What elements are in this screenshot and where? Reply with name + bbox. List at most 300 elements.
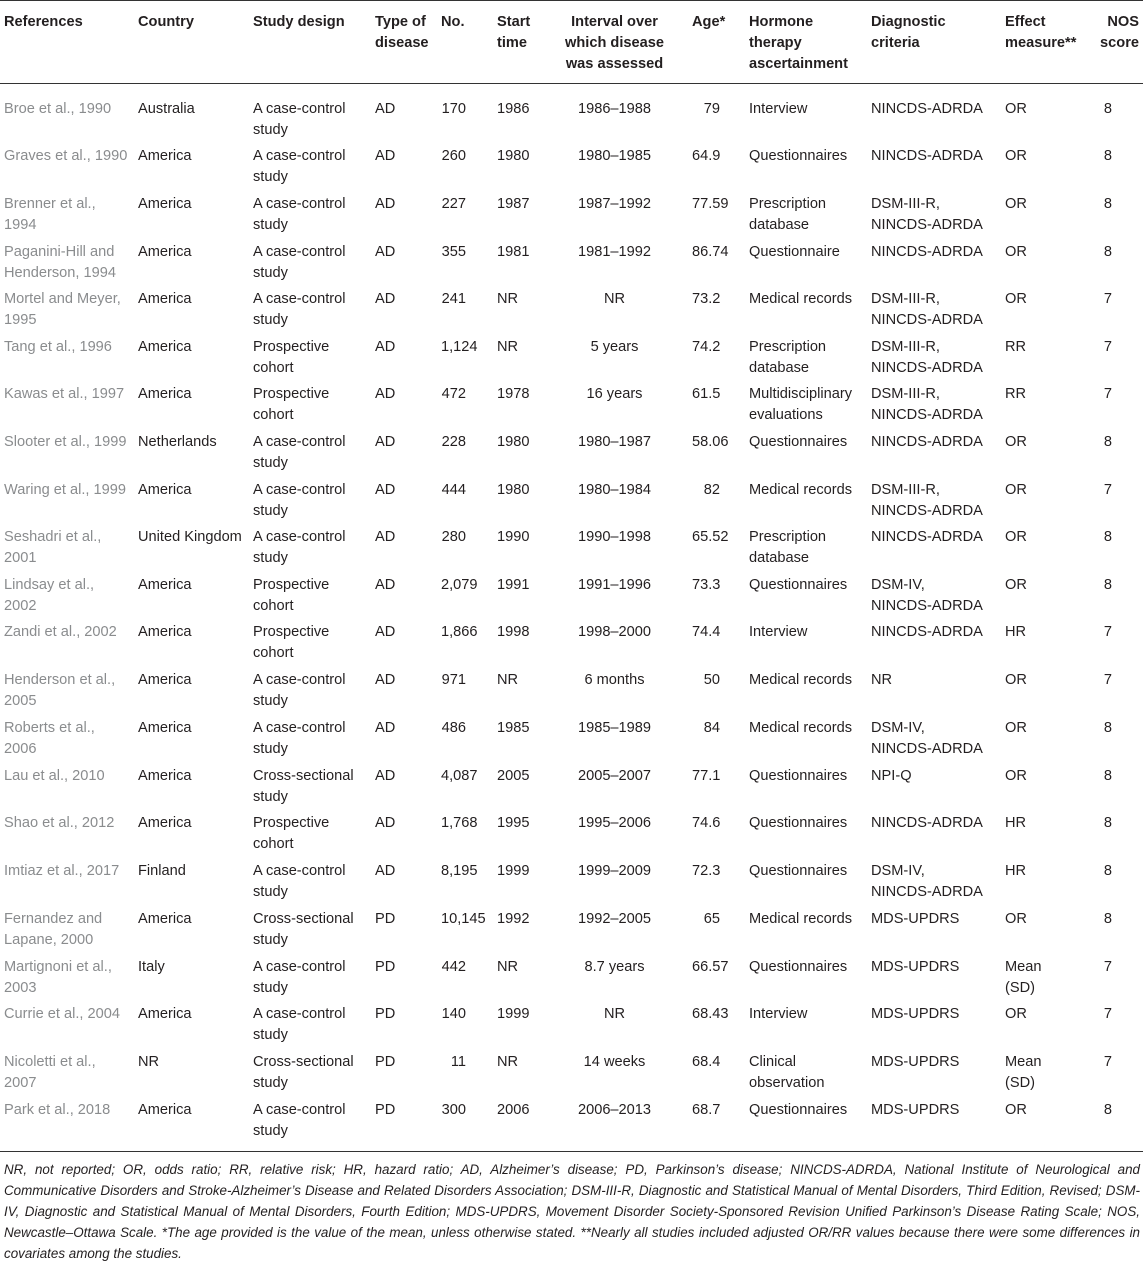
cell-start-time: 2006 xyxy=(497,1102,530,1118)
cell-hormone-therapy: database xyxy=(749,217,810,233)
cell-number: 1,124 xyxy=(441,339,478,355)
cell-nos-score: 7 xyxy=(1103,1006,1112,1022)
cell-effect-measure: Mean xyxy=(1005,959,1042,975)
table-bottom-rule xyxy=(0,1151,1143,1152)
cell-study-design: Cross-sectional xyxy=(253,768,354,784)
column-header-number: No. xyxy=(441,14,465,30)
cell-diagnostic-criteria: NINCDS-ADRDA xyxy=(871,101,983,117)
cell-diagnostic-criteria: DSM-III-R, xyxy=(871,196,940,212)
cell-diagnostic-criteria: MDS-UPDRS xyxy=(871,1054,960,1070)
cell-diagnostic-criteria: NINCDS-ADRDA xyxy=(871,503,983,519)
cell-study-design: study xyxy=(253,1027,288,1043)
cell-effect-measure: OR xyxy=(1005,434,1027,450)
cell-diagnostic-criteria: NINCDS-ADRDA xyxy=(871,598,983,614)
cell-references: Kawas et al., 1997 xyxy=(4,386,125,402)
column-header-hormone-therapy: therapy xyxy=(749,35,802,51)
cell-study-design: A case-control xyxy=(253,959,346,975)
cell-effect-measure: OR xyxy=(1005,1006,1027,1022)
cell-age: 86.74 xyxy=(692,244,729,260)
cell-study-design: cohort xyxy=(253,598,294,614)
cell-diagnostic-criteria: MDS-UPDRS xyxy=(871,911,960,927)
cell-disease-type: AD xyxy=(375,434,396,450)
cell-interval: 1990–1998 xyxy=(577,529,652,545)
cell-nos-score: 7 xyxy=(1103,339,1112,355)
cell-nos-score: 7 xyxy=(1103,291,1112,307)
cell-age: 68.43 xyxy=(692,1006,729,1022)
cell-study-design: A case-control xyxy=(253,244,346,260)
cell-effect-measure: OR xyxy=(1005,196,1027,212)
cell-references: Henderson, 1994 xyxy=(4,265,116,281)
cell-interval: NR xyxy=(603,1006,626,1022)
cell-start-time: NR xyxy=(497,1054,519,1070)
cell-age: 65.52 xyxy=(692,529,729,545)
cell-nos-score: 7 xyxy=(1103,672,1112,688)
cell-start-time: 2005 xyxy=(497,768,530,784)
cell-references: Tang et al., 1996 xyxy=(4,339,112,355)
cell-age: 74.4 xyxy=(692,624,721,640)
cell-start-time: 1985 xyxy=(497,720,530,736)
column-header-references: References xyxy=(4,14,83,30)
table-top-rule xyxy=(0,0,1143,1)
cell-study-design: study xyxy=(253,550,288,566)
cell-diagnostic-criteria: NINCDS-ADRDA xyxy=(871,244,983,260)
cell-effect-measure: (SD) xyxy=(1005,1075,1035,1091)
cell-diagnostic-criteria: DSM-IV, xyxy=(871,577,925,593)
cell-disease-type: AD xyxy=(375,148,396,164)
cell-hormone-therapy: Medical records xyxy=(749,672,853,688)
cell-nos-score: 7 xyxy=(1103,959,1112,975)
cell-age: 84 xyxy=(703,720,720,736)
cell-nos-score: 8 xyxy=(1103,101,1112,117)
cell-disease-type: AD xyxy=(375,577,396,593)
cell-hormone-therapy: Interview xyxy=(749,101,808,117)
cell-country: America xyxy=(138,720,192,736)
cell-age: 72.3 xyxy=(692,863,721,879)
cell-country: Netherlands xyxy=(138,434,217,450)
cell-study-design: cohort xyxy=(253,836,294,852)
cell-disease-type: AD xyxy=(375,672,396,688)
cell-hormone-therapy: Medical records xyxy=(749,911,853,927)
cell-country: America xyxy=(138,482,192,498)
cell-diagnostic-criteria: DSM-III-R, xyxy=(871,291,940,307)
cell-country: America xyxy=(138,624,192,640)
cell-interval: 1981–1992 xyxy=(577,244,652,260)
cell-effect-measure: OR xyxy=(1005,720,1027,736)
cell-disease-type: AD xyxy=(375,482,396,498)
cell-start-time: 1980 xyxy=(497,434,530,450)
cell-effect-measure: OR xyxy=(1005,768,1027,784)
cell-diagnostic-criteria: DSM-IV, xyxy=(871,863,925,879)
cell-number: 442 xyxy=(441,959,466,975)
cell-start-time: 1999 xyxy=(497,1006,530,1022)
cell-study-design: study xyxy=(253,169,288,185)
cell-references: 2001 xyxy=(4,550,37,566)
cell-hormone-therapy: database xyxy=(749,550,810,566)
cell-nos-score: 8 xyxy=(1103,529,1112,545)
cell-study-design: Cross-sectional xyxy=(253,1054,354,1070)
cell-nos-score: 8 xyxy=(1103,720,1112,736)
cell-start-time: 1991 xyxy=(497,577,530,593)
cell-diagnostic-criteria: MDS-UPDRS xyxy=(871,959,960,975)
cell-number: 444 xyxy=(441,482,466,498)
cell-study-design: A case-control xyxy=(253,101,346,117)
cell-interval: 1980–1985 xyxy=(577,148,652,164)
cell-hormone-therapy: Questionnaires xyxy=(749,863,848,879)
cell-hormone-therapy: Clinical xyxy=(749,1054,797,1070)
cell-start-time: NR xyxy=(497,291,519,307)
cell-country: NR xyxy=(138,1054,160,1070)
cell-nos-score: 8 xyxy=(1103,196,1112,212)
cell-study-design: study xyxy=(253,693,288,709)
cell-hormone-therapy: Interview xyxy=(749,1006,808,1022)
cell-references: Graves et al., 1990 xyxy=(4,148,128,164)
cell-start-time: 1999 xyxy=(497,863,530,879)
cell-references: Brenner et al., xyxy=(4,196,96,212)
cell-age: 66.57 xyxy=(692,959,729,975)
column-header-nos-score: score xyxy=(1100,35,1139,51)
cell-hormone-therapy: Questionnaires xyxy=(749,148,848,164)
cell-age: 58.06 xyxy=(692,434,729,450)
cell-study-design: study xyxy=(253,741,288,757)
cell-references: 2006 xyxy=(4,741,37,757)
cell-disease-type: AD xyxy=(375,624,396,640)
cell-effect-measure: RR xyxy=(1005,339,1027,355)
cell-age: 74.6 xyxy=(692,815,721,831)
cell-hormone-therapy: Interview xyxy=(749,624,808,640)
cell-diagnostic-criteria: NINCDS-ADRDA xyxy=(871,529,983,545)
cell-study-design: study xyxy=(253,122,288,138)
cell-study-design: Prospective xyxy=(253,624,330,640)
cell-disease-type: AD xyxy=(375,815,396,831)
cell-hormone-therapy: Questionnaire xyxy=(749,244,840,260)
cell-start-time: NR xyxy=(497,672,519,688)
cell-hormone-therapy: Medical records xyxy=(749,720,853,736)
cell-disease-type: AD xyxy=(375,863,396,879)
cell-nos-score: 8 xyxy=(1103,911,1112,927)
cell-country: United Kingdom xyxy=(138,529,242,545)
cell-disease-type: AD xyxy=(375,196,396,212)
cell-interval: 1991–1996 xyxy=(577,577,652,593)
cell-interval: 1985–1989 xyxy=(577,720,652,736)
cell-start-time: 1992 xyxy=(497,911,530,927)
cell-age: 79 xyxy=(703,101,720,117)
cell-country: America xyxy=(138,386,192,402)
cell-disease-type: PD xyxy=(375,959,396,975)
cell-age: 65 xyxy=(703,911,720,927)
cell-hormone-therapy: Questionnaires xyxy=(749,1102,848,1118)
cell-effect-measure: OR xyxy=(1005,101,1027,117)
cell-study-design: Cross-sectional xyxy=(253,911,354,927)
column-header-effect-measure: Effect xyxy=(1005,14,1046,30)
cell-disease-type: AD xyxy=(375,768,396,784)
cell-effect-measure: OR xyxy=(1005,244,1027,260)
cell-number: 2,079 xyxy=(441,577,478,593)
cell-study-design: Prospective xyxy=(253,815,330,831)
cell-references: Lau et al., 2010 xyxy=(4,768,105,784)
column-header-country: Country xyxy=(138,14,194,30)
cell-study-design: cohort xyxy=(253,645,294,661)
cell-diagnostic-criteria: NINCDS-ADRDA xyxy=(871,815,983,831)
cell-references: 2007 xyxy=(4,1075,37,1091)
cell-study-design: A case-control xyxy=(253,529,346,545)
cell-effect-measure: OR xyxy=(1005,529,1027,545)
cell-interval: 1986–1988 xyxy=(577,101,652,117)
cell-diagnostic-criteria: MDS-UPDRS xyxy=(871,1102,960,1118)
cell-disease-type: AD xyxy=(375,720,396,736)
cell-effect-measure: OR xyxy=(1005,291,1027,307)
cell-hormone-therapy: Medical records xyxy=(749,291,853,307)
column-header-start-time: Start xyxy=(497,14,531,30)
cell-references: Paganini-Hill and xyxy=(4,244,115,260)
column-header-effect-measure: measure** xyxy=(1005,35,1077,51)
cell-references: Lapane, 2000 xyxy=(4,932,94,948)
cell-diagnostic-criteria: NINCDS-ADRDA xyxy=(871,884,983,900)
cell-age: 50 xyxy=(703,672,720,688)
cell-diagnostic-criteria: NINCDS-ADRDA xyxy=(871,741,983,757)
cell-nos-score: 8 xyxy=(1103,148,1112,164)
cell-number: 1,866 xyxy=(441,624,478,640)
column-header-hormone-therapy: ascertainment xyxy=(749,56,848,72)
column-header-study-design: Study design xyxy=(253,14,345,30)
cell-start-time: 1995 xyxy=(497,815,530,831)
cell-effect-measure: HR xyxy=(1005,863,1027,879)
cell-study-design: study xyxy=(253,312,288,328)
cell-references: Seshadri et al., xyxy=(4,529,102,545)
cell-diagnostic-criteria: MDS-UPDRS xyxy=(871,1006,960,1022)
cell-number: 10,145 xyxy=(441,911,486,927)
cell-disease-type: AD xyxy=(375,291,396,307)
cell-country: America xyxy=(138,577,192,593)
cell-study-design: A case-control xyxy=(253,672,346,688)
cell-references: Broe et al., 1990 xyxy=(4,101,112,117)
cell-interval: NR xyxy=(603,291,626,307)
cell-hormone-therapy: Multidisciplinary xyxy=(749,386,852,402)
cell-nos-score: 8 xyxy=(1103,863,1112,879)
cell-study-design: study xyxy=(253,503,288,519)
cell-diagnostic-criteria: DSM-III-R, xyxy=(871,386,940,402)
cell-number: 11 xyxy=(450,1054,466,1070)
cell-diagnostic-criteria: NINCDS-ADRDA xyxy=(871,148,983,164)
cell-study-design: study xyxy=(253,789,288,805)
cell-study-design: study xyxy=(253,980,288,996)
cell-diagnostic-criteria: NINCDS-ADRDA xyxy=(871,434,983,450)
column-header-disease-type: disease xyxy=(375,35,429,51)
cell-hormone-therapy: observation xyxy=(749,1075,825,1091)
cell-references: Fernandez and xyxy=(4,911,103,927)
cell-study-design: A case-control xyxy=(253,863,346,879)
cell-interval: 8.7 years xyxy=(584,959,645,975)
cell-references: Roberts et al., xyxy=(4,720,95,736)
cell-start-time: 1981 xyxy=(497,244,530,260)
cell-country: America xyxy=(138,196,192,212)
cell-number: 486 xyxy=(441,720,466,736)
cell-interval: 6 months xyxy=(584,672,645,688)
cell-age: 77.59 xyxy=(692,196,729,212)
cell-start-time: 1980 xyxy=(497,482,530,498)
cell-diagnostic-criteria: NINCDS-ADRDA xyxy=(871,217,983,233)
cell-nos-score: 8 xyxy=(1103,244,1112,260)
cell-number: 280 xyxy=(441,529,466,545)
cell-study-design: A case-control xyxy=(253,291,346,307)
cell-effect-measure: RR xyxy=(1005,386,1027,402)
cell-number: 140 xyxy=(441,1006,466,1022)
cell-hormone-therapy: database xyxy=(749,360,810,376)
cell-hormone-therapy: Medical records xyxy=(749,482,853,498)
cell-study-design: A case-control xyxy=(253,1102,346,1118)
cell-study-design: study xyxy=(253,1075,288,1091)
cell-effect-measure: OR xyxy=(1005,672,1027,688)
cell-interval: 1987–1992 xyxy=(577,196,652,212)
cell-number: 8,195 xyxy=(441,863,478,879)
cell-diagnostic-criteria: DSM-IV, xyxy=(871,720,925,736)
cell-disease-type: PD xyxy=(375,1102,396,1118)
cell-study-design: A case-control xyxy=(253,482,346,498)
cell-disease-type: PD xyxy=(375,911,396,927)
cell-references: Nicoletti et al., xyxy=(4,1054,96,1070)
cell-start-time: 1986 xyxy=(497,101,530,117)
cell-hormone-therapy: Prescription xyxy=(749,339,827,355)
cell-hormone-therapy: Prescription xyxy=(749,196,827,212)
cell-study-design: A case-control xyxy=(253,196,346,212)
cell-number: 227 xyxy=(441,196,466,212)
cell-number: 472 xyxy=(441,386,466,402)
cell-references: Currie et al., 2004 xyxy=(4,1006,121,1022)
cell-references: Imtiaz et al., 2017 xyxy=(4,863,120,879)
cell-diagnostic-criteria: NPI-Q xyxy=(871,768,912,784)
cell-country: Finland xyxy=(138,863,186,879)
cell-study-design: A case-control xyxy=(253,434,346,450)
cell-references: Waring et al., 1999 xyxy=(4,482,126,498)
column-header-age: Age* xyxy=(692,14,726,30)
table-footnote: NR, not reported; OR, odds ratio; RR, relative risk; HR, hazard ratio; AD, Alzheimer’s disease; PD, Parkinson’s disease; NINCDS-ADRDA, National Institute of Neurological and Communicative Disorders and Stroke-Alzheimer’s Disease and Related Disorders Association; DSM-III-R, Diagnostic and Statistical Manual of Mental Disorders, Third Edition, Revised; DSM-IV, Diagnostic and Statistical Manual of Mental Disorders, Fourth Edition; MDS-UPDRS, Movement Disorder Society-Sponsored Revision Unified Parkinson’s Disease Rating Scale; NOS, Newcastle–Ottawa Scale. *The age provided is the value of the mean, unless otherwise stated. **Nearly all studies included adjusted OR/RR values because there were some differences in covariates among the studies. xyxy=(4,1162,1140,1261)
column-header-nos-score: NOS xyxy=(1107,14,1139,30)
cell-age: 68.7 xyxy=(692,1102,721,1118)
cell-number: 170 xyxy=(441,101,466,117)
cell-country: America xyxy=(138,768,192,784)
cell-interval: 5 years xyxy=(590,339,639,355)
cell-study-design: study xyxy=(253,1123,288,1139)
cell-nos-score: 8 xyxy=(1103,577,1112,593)
cell-disease-type: AD xyxy=(375,339,396,355)
cell-age: 82 xyxy=(703,482,720,498)
cell-number: 260 xyxy=(441,148,466,164)
cell-references: Henderson et al., xyxy=(4,672,116,688)
cell-country: America xyxy=(138,672,192,688)
cell-start-time: 1990 xyxy=(497,529,530,545)
cell-diagnostic-criteria: DSM-III-R, xyxy=(871,482,940,498)
cell-hormone-therapy: Questionnaires xyxy=(749,815,848,831)
cell-interval: 14 weeks xyxy=(583,1054,646,1070)
cell-references: Slooter et al., 1999 xyxy=(4,434,127,450)
cell-start-time: 1978 xyxy=(497,386,530,402)
cell-effect-measure: (SD) xyxy=(1005,980,1035,996)
cell-nos-score: 8 xyxy=(1103,815,1112,831)
cell-country: Italy xyxy=(138,959,165,975)
cell-age: 61.5 xyxy=(692,386,721,402)
cell-diagnostic-criteria: NINCDS-ADRDA xyxy=(871,360,983,376)
cell-hormone-therapy: Questionnaires xyxy=(749,434,848,450)
cell-disease-type: AD xyxy=(375,244,396,260)
cell-diagnostic-criteria: NINCDS-ADRDA xyxy=(871,407,983,423)
cell-study-design: study xyxy=(253,217,288,233)
cell-interval: 1998–2000 xyxy=(577,624,652,640)
cell-age: 77.1 xyxy=(692,768,721,784)
cell-nos-score: 8 xyxy=(1103,434,1112,450)
cell-study-design: A case-control xyxy=(253,148,346,164)
cell-nos-score: 8 xyxy=(1103,768,1112,784)
cell-references: Martignoni et al., xyxy=(4,959,112,975)
cell-nos-score: 7 xyxy=(1103,624,1112,640)
cell-interval: 1995–2006 xyxy=(577,815,652,831)
cell-study-design: study xyxy=(253,884,288,900)
header-bottom-rule xyxy=(0,83,1143,84)
cell-study-design: study xyxy=(253,455,288,471)
cell-nos-score: 7 xyxy=(1103,1054,1112,1070)
cell-references: Lindsay et al., xyxy=(4,577,95,593)
cell-start-time: 1998 xyxy=(497,624,530,640)
cell-study-design: A case-control xyxy=(253,1006,346,1022)
cell-study-design: study xyxy=(253,932,288,948)
cell-country: America xyxy=(138,1006,192,1022)
cell-hormone-therapy: Questionnaires xyxy=(749,577,848,593)
cell-interval: 2006–2013 xyxy=(577,1102,652,1118)
cell-effect-measure: OR xyxy=(1005,482,1027,498)
cell-effect-measure: Mean xyxy=(1005,1054,1042,1070)
cell-effect-measure: OR xyxy=(1005,577,1027,593)
cell-start-time: NR xyxy=(497,339,519,355)
cell-number: 1,768 xyxy=(441,815,478,831)
cell-study-design: cohort xyxy=(253,360,294,376)
cell-age: 73.3 xyxy=(692,577,721,593)
cell-country: America xyxy=(138,244,192,260)
cell-country: Australia xyxy=(138,101,195,117)
cell-start-time: NR xyxy=(497,959,519,975)
column-header-hormone-therapy: Hormone xyxy=(749,14,814,30)
cell-interval: 1980–1984 xyxy=(577,482,652,498)
cell-disease-type: AD xyxy=(375,386,396,402)
cell-effect-measure: OR xyxy=(1005,1102,1027,1118)
cell-references: Shao et al., 2012 xyxy=(4,815,115,831)
cell-country: America xyxy=(138,339,192,355)
cell-study-design: Prospective xyxy=(253,339,330,355)
cell-country: America xyxy=(138,148,192,164)
cell-nos-score: 8 xyxy=(1103,1102,1112,1118)
cell-effect-measure: OR xyxy=(1005,148,1027,164)
cell-references: 2005 xyxy=(4,693,37,709)
cell-hormone-therapy: Questionnaires xyxy=(749,768,848,784)
cell-interval: 1999–2009 xyxy=(577,863,652,879)
cell-nos-score: 7 xyxy=(1103,386,1112,402)
cell-diagnostic-criteria: NR xyxy=(871,672,893,688)
cell-age: 73.2 xyxy=(692,291,721,307)
cell-references: 1995 xyxy=(4,312,37,328)
cell-country: America xyxy=(138,911,192,927)
cell-disease-type: PD xyxy=(375,1054,396,1070)
cell-start-time: 1987 xyxy=(497,196,530,212)
cell-disease-type: AD xyxy=(375,101,396,117)
cell-number: 241 xyxy=(441,291,466,307)
cell-country: America xyxy=(138,815,192,831)
cell-references: Zandi et al., 2002 xyxy=(4,624,117,640)
cell-country: America xyxy=(138,1102,192,1118)
cell-disease-type: PD xyxy=(375,1006,396,1022)
cell-number: 228 xyxy=(441,434,466,450)
column-header-disease-type: Type of xyxy=(375,14,426,30)
cell-references: 1994 xyxy=(4,217,37,233)
cell-age: 74.2 xyxy=(692,339,721,355)
cell-interval: 2005–2007 xyxy=(577,768,652,784)
cell-references: Mortel and Meyer, xyxy=(4,291,121,307)
